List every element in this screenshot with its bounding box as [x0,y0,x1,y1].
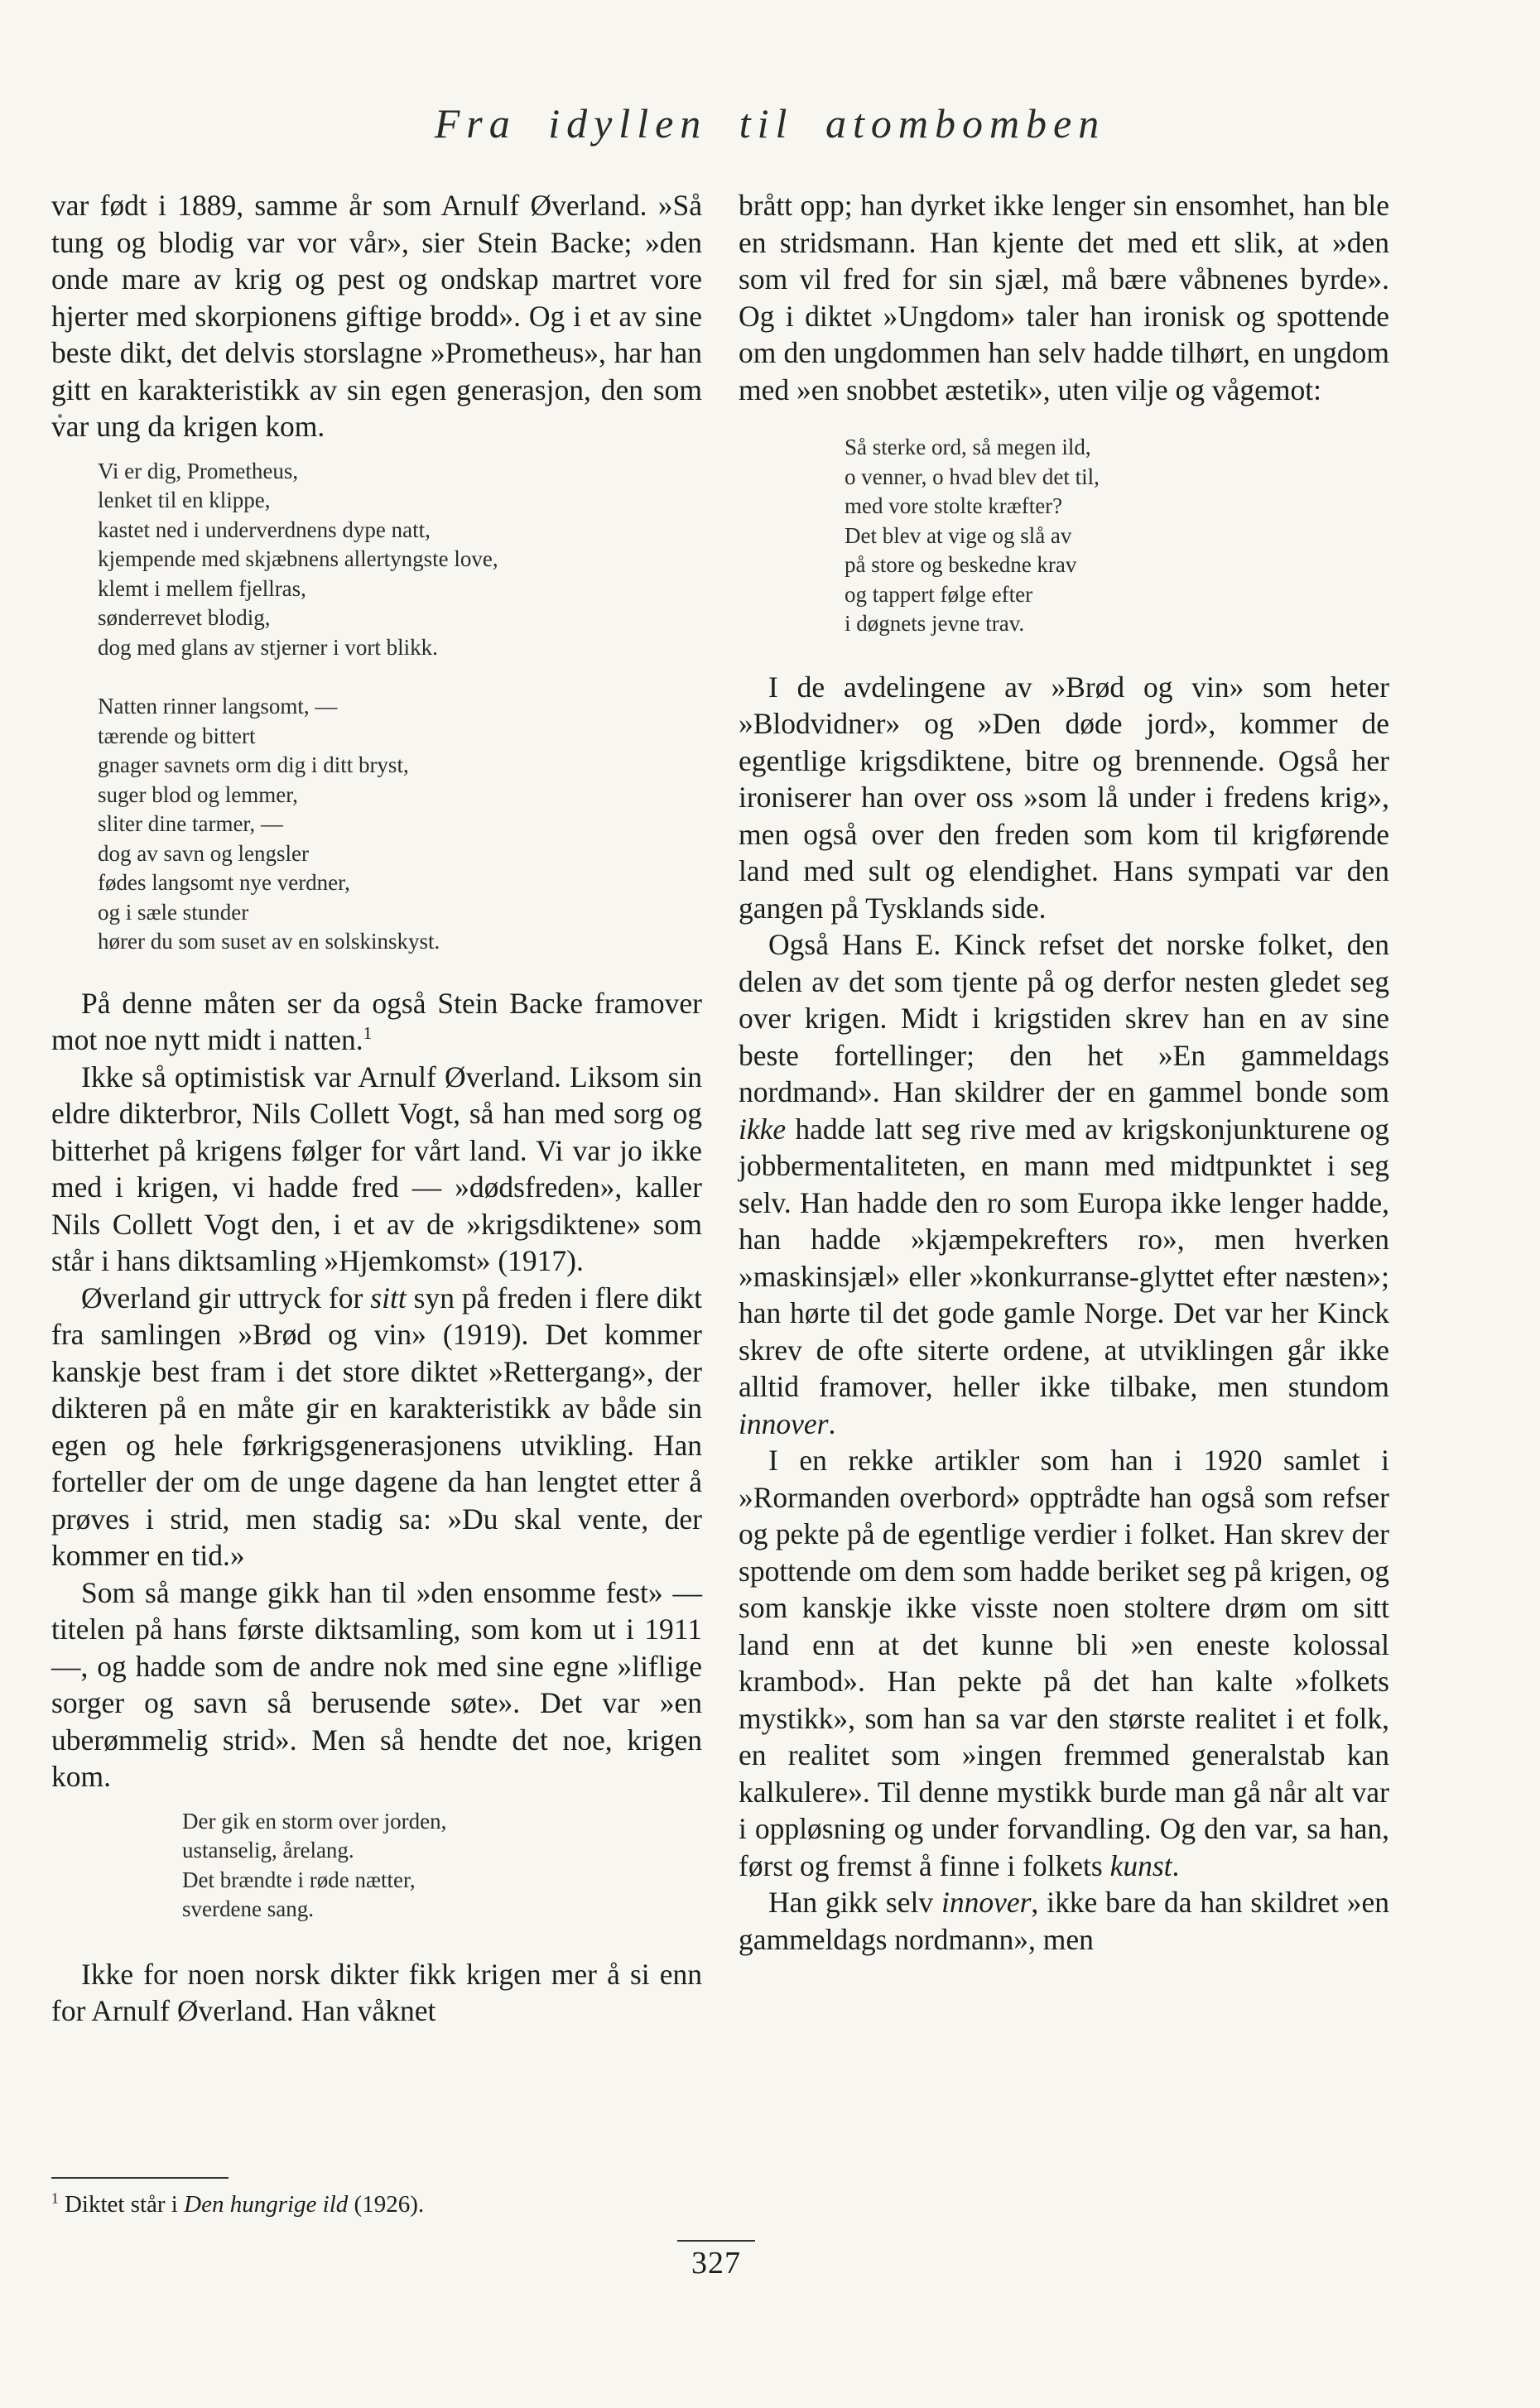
right-paragraph-4-text-a: I en rekke artikler som han i 1920 samlet i »Rormanden overbord» opptrådte han også som refser og pekte på de egentlige verdier i folket. Han skrev der spottende om dem som hadde beriket seg på krigen, og som kanskje ikke visste noen stoltere drøm om sitt land enn at det kunne bli »en eneste kolossal krambod». Han pekte på det han kalte »folkets mystikk», som han sa var den største realitet i et folk, en realitet som »ingen fremmed generalstab kan kalkulere». Til denne mystikk burde man gå når alt var i oppløsning og under forvandling. Og den var, sa han, først og fremst å finne i folkets [739,1444,1389,1882]
poem-storm: Der gik en storm over jorden, ustanselig, årelang. Det brændte i røde nætter, sverdene sang. [182,1808,447,1921]
footnote-text: Diktet står i [58,2191,185,2218]
running-head: Fra idyllen til atombomben [434,100,1106,147]
left-paragraph-5: Som så mange gikk han til »den ensomme fest» — titelen på hans første diktsamling, som kom ut i 1911 —, og hadde som de andre nok med sine egne »liflige sorger og savn så berusende søte». Det var »en uberømmelig strid». Men så hendte det noe, krigen kom. [51,1575,702,1793]
left-paragraph-4-text-a: Øverland gir uttryck for [81,1281,371,1315]
page-number: 327 [691,2246,741,2281]
left-paragraph-4 [51,1280,702,1574]
footnote-divider [51,2177,229,2179]
right-paragraph-3-emphasis-1: ikke [739,1112,787,1146]
left-paragraph-1: var født i 1889, samme år som Arnulf Øverland. »Så tung og blodig var vor vår», sier Stein Backe; »den onde mare av krig og pest og ondskap martret vore hjerter med skorpionens giftige brodd». Og i et av sine beste dikt, det delvis storslagne »Prometheus», har han gitt en karakteristikk av sin egen generasjon, den som var ung da krigen kom. [51,189,702,443]
left-paragraph-6: Ikke for noen norsk dikter fikk krigen mer å si enn for Arnulf Øverland. Han våknet [51,1957,702,2027]
right-paragraph-5-text-a: Han gikk selv [768,1886,941,1919]
footnote-reference: 1 [363,1023,373,1044]
footnote [51,2189,702,2220]
right-paragraph-4-emphasis: kunst [1109,1848,1172,1882]
footnote-title: Den hungrige ild [184,2191,349,2218]
left-paragraph-4-emphasis: sitt [370,1281,407,1315]
right-paragraph-3-emphasis-2: innover [739,1406,829,1440]
left-paragraph-4-text-b: syn på freden i flere dikt fra samlingen »Brød og vin» (1919). Det kommer kanskje best fram i det store diktet »Rettergang», der dikteren på en måte gir en karakteristikk av både sin egen og hele førkrigsgenerasjonens utvikling. Han forteller der om de unge dagene da han lengtet etter å prøves i strid, men stadig sa: »Du skal vente, der kommer en tid.» [51,1281,702,1572]
right-paragraph-5-emphasis: innover [941,1886,1032,1919]
right-paragraph-5 [739,1884,1389,1958]
right-paragraph-2: I de avdelingene av »Brød og vin» som heter »Blodvidner» og »Den døde jord», kommer de egentlige krigsdiktene, bitre og brennende. Også her ironiserer han over oss »som lå under i fredens krig», men også over den freden som kom til krigførende land med sult og elendighet. Hans sympati var den gangen på Tysklands side. [739,670,1389,925]
left-column [51,187,702,2030]
right-paragraph-3 [739,926,1389,1442]
right-paragraph-5-text-b: , ikke bare da han skildret »en gammeldags nordmann», men [739,1886,1389,1956]
left-paragraph-2 [51,985,702,1059]
footnote-year: (1926). [348,2191,425,2218]
left-paragraph-3: Ikke så optimistisk var Arnulf Øverland. Liksom sin eldre dikterbror, Nils Collett Vogt, så han med sorg og bitterhet på krigens følger for vårt land. Vi var jo ikke med i krigen, vi hadde fred — »dødsfreden», kaller Nils Collett Vogt den, i et av de »krigsdiktene» som står i hans diktsamling »Hjemkomst» (1917). [51,1060,702,1277]
right-paragraph-3-text-c: . [828,1406,836,1440]
right-paragraph-4 [739,1442,1389,1884]
left-paragraph-2-text: På denne måten ser da også Stein Backe framover mot noe nytt midt i natten. [51,986,702,1056]
poem-prometheus-stanza-1: Vi er dig, Prometheus, lenket til en klippe, kastet ned i underverdnens dype natt, kjempende med skjæbnens allertyngste love, klemt i mellem fjellras, sønderrevet blodig, dog med glans av stjerner i vort blikk. [98,458,498,660]
poem-prometheus-stanza-2: Natten rinner langsomt, — tærende og bittert gnager savnets orm dig i ditt bryst, suger blod og lemmer, sliter dine tarmer, — dog av savn og lengsler fødes langsomt nye verdner, og i sæle stunder hører du som suset av en solskinskyst. [98,694,440,954]
page-number-rule [677,2240,755,2242]
right-paragraph-3-text-a: Også Hans E. Kinck refset det norske folket, den delen av det som tjente på og derfor nesten gledet seg over krigen. Midt i krigstiden skrev han en av sine beste fortellinger; den het »En gammeldags nordmand». Han skildrer der en gammel bonde som [739,928,1389,1108]
right-paragraph-3-text-b: hadde latt seg rive med av krigskonjunkturene og jobbermentaliteten, en mann med midtpunktet i seg selv. Han hadde den ro som Europa ikke lenger hadde, han hadde »kjæmpekrefters ro», men hverken »maskinsjæl» eller »konkurranse-glyttet efter næsten»; han hørte til det gode gamle Norge. Det var her Kinck skrev de ofte siterte ordene, at utviklingen går ikke alltid framover, heller ikke tilbake, men stundom [739,1112,1389,1403]
right-paragraph-1: brått opp; han dyrket ikke lenger sin ensomhet, han ble en stridsmann. Han kjente det med ett slik, at »den som vil fred for sin sjæl, må bære våbnenes byrde». Og i diktet »Ungdom» taler han ironisk og spottende om den ungdommen han selv hadde tilhørt, en ungdom med »en snobbet æstetik», uten vilje og vågemot: [739,189,1389,406]
poem-ungdom: Så sterke ord, så megen ild, o venner, o hvad blev det til, med vore stolte kræfter? Det blev at vige og slå av på store og beskedne krav og tappert følge efter i døgnets jevne trav. [845,435,1100,636]
right-paragraph-4-text-b: . [1172,1848,1180,1882]
right-column [739,187,1389,1958]
footnote-marker: 1 [51,2189,59,2207]
